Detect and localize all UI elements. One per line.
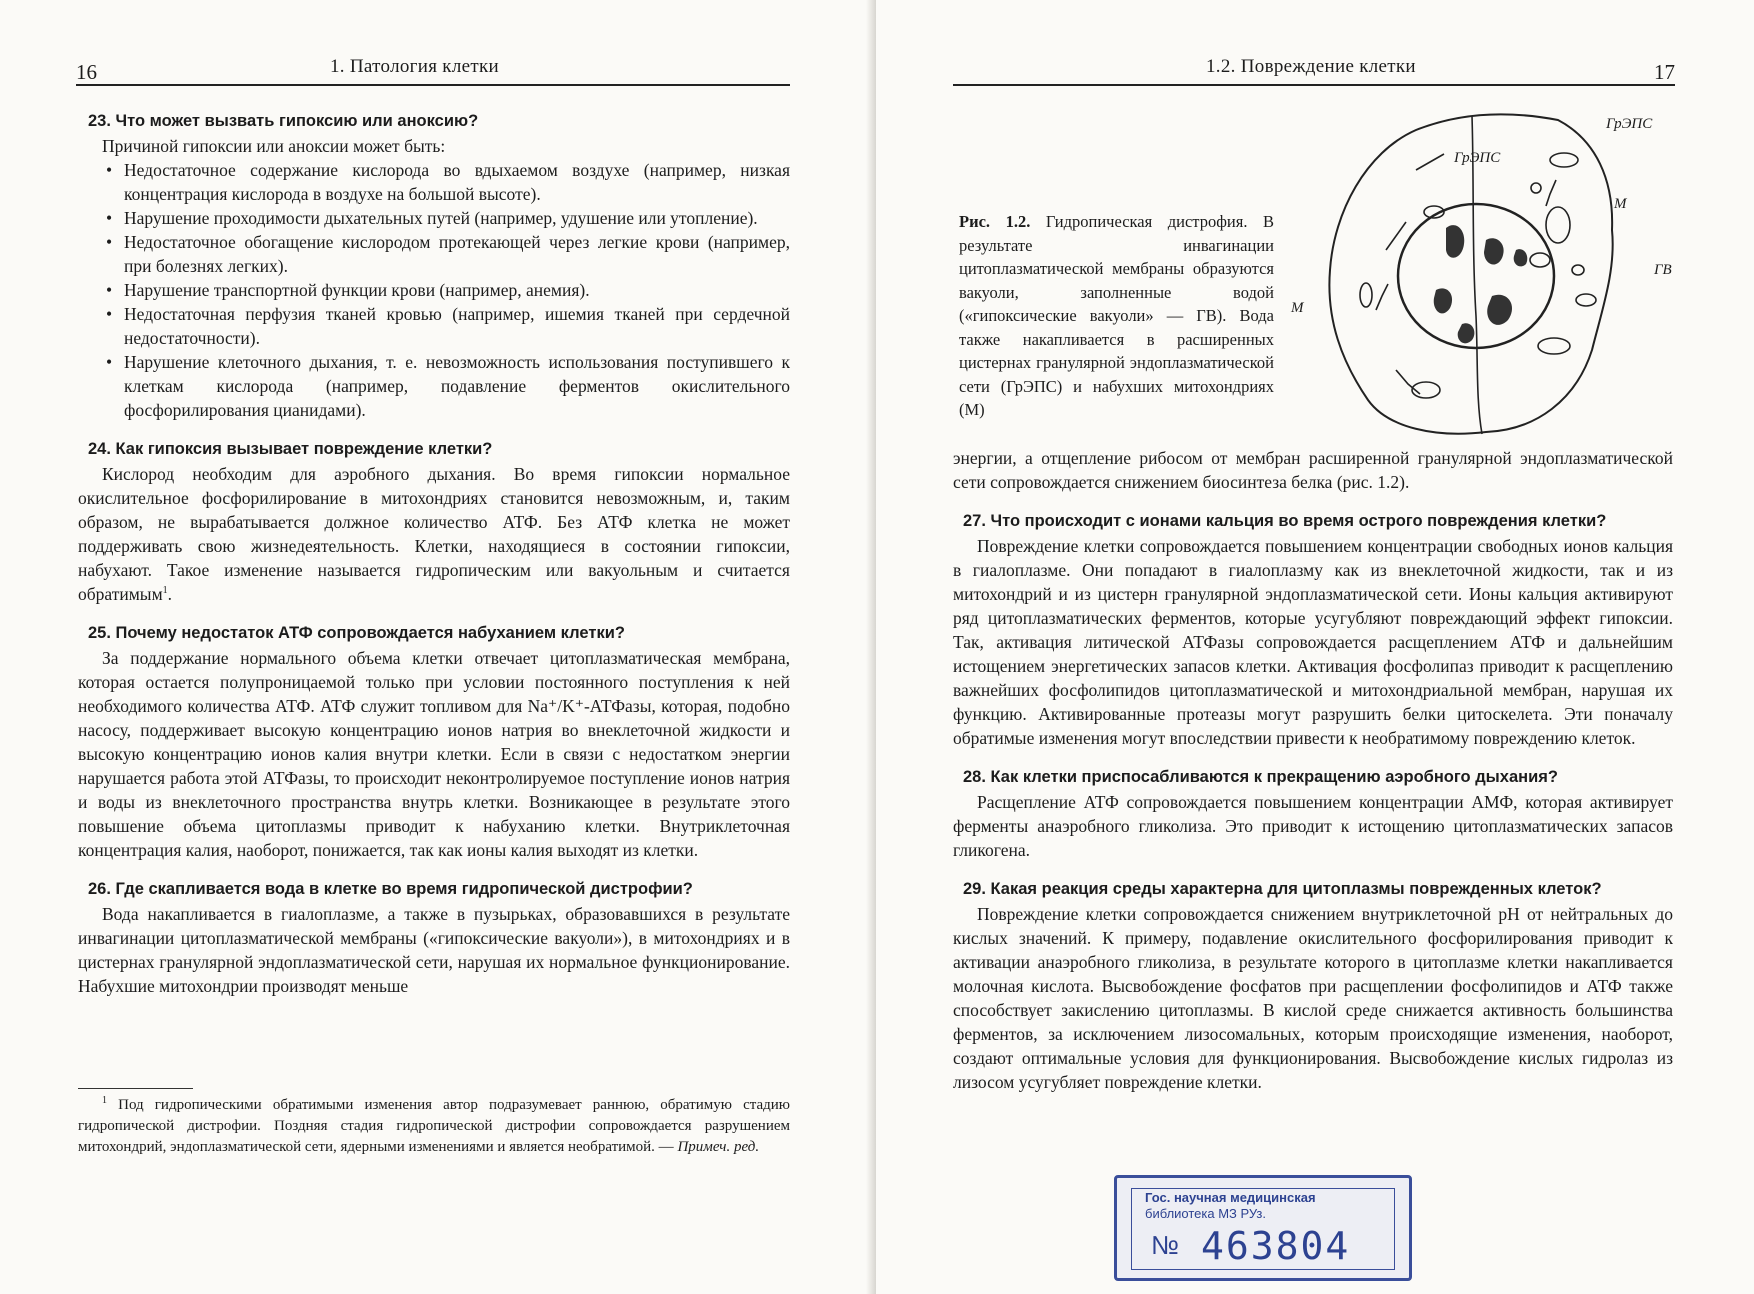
right-page: [876, 0, 1754, 1294]
label-m-right: М: [1614, 196, 1627, 212]
stamp-number: 463804: [1201, 1224, 1351, 1268]
mitochondrion: [1550, 153, 1578, 167]
label-grèps-left: ГрЭПС: [1454, 150, 1501, 166]
label-m-left: М: [1291, 300, 1304, 316]
question-28: [953, 768, 1673, 862]
library-stamp: [1114, 1175, 1412, 1281]
list-item: • Недостаточная перфузия тканей кровью (например, ишемия тканей при сердечной недостаточности).: [106, 304, 790, 348]
mitochondrion: [1546, 207, 1570, 243]
chromatin: [1458, 323, 1475, 343]
er-cisterna: [1546, 180, 1556, 206]
mitochondrion: [1576, 294, 1596, 306]
question-heading: 23. Что может вызвать гипоксию или аноксию?: [88, 112, 479, 130]
er-cisterna: [1376, 284, 1388, 310]
list-item: • Недостаточное обогащение кислородом протекающей через легкие крови (например, при болезнях легких).: [106, 232, 790, 276]
question-heading: 28. Как клетки приспосабливаются к прекращению аэробного дыхания?: [963, 768, 1558, 786]
continuation-paragraph: энергии, а отщепление рибосом от мембран расширенной гранулярной эндоплазматической сети сопровождается снижением биосинтеза белка (рис. 1.2).: [953, 448, 1673, 492]
question-24: [78, 440, 790, 606]
left-text-column: [78, 112, 790, 1016]
mitochondrion: [1360, 283, 1372, 307]
header-rule: [953, 84, 1675, 86]
question-heading: 26. Где скапливается вода в клетке во время гидропической дистрофии?: [88, 880, 693, 898]
question-29: [953, 880, 1673, 1094]
cause-list: [78, 158, 790, 422]
question-heading: 29. Какая реакция среды характерна для цитоплазмы поврежденных клеток?: [963, 880, 1602, 898]
running-head: 1.2. Повреждение клетки: [1206, 56, 1416, 77]
paragraph: Расщепление АТФ сопровождается повышением концентрации АМФ, которая активирует ферменты анаэробного гликолиза. Это приводит к истощению цитоплазматических запасов гликогена.: [953, 792, 1673, 860]
question-23: [78, 112, 790, 422]
chromatin: [1446, 225, 1464, 258]
paragraph: За поддержание нормального объема клетки отвечает цитоплазматическая мембрана, которая остается полупроницаемой только при условии постоянного поступления к ней необходимого количества АТФ. АТФ служит топливом для Na⁺/K⁺-АТФазы, которая, подобно насосу, поддерживает высокую концентрацию ионов натрия во внеклеточной жидкости и высокую концентрацию ионов калия внутри клетки. Если в связи с недостатком энергии нарушается работа этой АТФазы, то происходит неконтролируемое поступление ионов натрия и воды из внеклеточного пространства внутрь клетки. Возникающее в результате этого повышение объема цитоплазмы приводит к набуханию клетки. Внутриклеточная концентрация калия, наоборот, понижается, так как ионы калия выходят из клетки.: [78, 648, 790, 860]
question-27: [953, 512, 1673, 750]
page-number: 17: [1654, 60, 1675, 84]
question-26: [78, 880, 790, 998]
hypoxic-vacuole: [1572, 265, 1584, 275]
label-gv: ГВ: [1654, 262, 1672, 278]
header-rule: [76, 84, 790, 86]
chromatin: [1514, 249, 1528, 266]
chromatin: [1434, 288, 1452, 313]
label-grèps-right: ГрЭПС: [1606, 116, 1653, 132]
right-text-column: [953, 446, 1673, 1112]
mitochondrion: [1538, 338, 1570, 354]
paragraph: Кислород необходим для аэробного дыхания. Во время гипоксии нормальное окислительное фосфорилирование в митохондриях становится невозможным, и, таким образом, не вырабатывается должное количество АТФ. Без АТФ клетка не может поддерживать свою жизнедеятельность. Клетки, находящиеся в состоянии гипоксии, набухают. Такое изменение называется гидропическим или вакуольным и считается обратимым$^1$.: [78, 464, 790, 604]
question-heading: 25. Почему недостаток АТФ сопровождается набуханием клетки?: [88, 624, 625, 642]
paragraph: Повреждение клетки сопровождается повышением концентрации свободных ионов кальция в гиалоплазме. Они попадают в гиалоплазму как из внеклеточной жидкости, так и из митохондрий и из цистерн гранулярной эндоплазматической сети. Ионы кальция активируют ряд цитоплазматических ферментов, которые усугубляют повреждающий эффект гипоксии. Так, активация литической АТФазы сопровождается расщеплением АТФ и дальнейшим истощением энергетических запасов клетки. Активация фосфолипаз приводит к расщеплению важнейших фосфолипидов цитоплазматической и митохондриальной мембран, нарушая их функцию. Активированные протеазы могут разрушить белки цитоскелета. Эти поначалу обратимые изменения могут впоследствии привести к необратимому повреждению клеток.: [953, 536, 1673, 748]
stamp-line1: Гос. научная медицинская: [1145, 1190, 1316, 1205]
figure-caption: Рис. 1.2. Гидропическая дистрофия. В результате инвагинации цитоплазматической мембраны образуются вакуоли, заполненные водой («гипоксические вакуоли» — ГВ). Вода также накапливается в расширенных цистернах гранулярной эндоплазматической сети (ГрЭПС) и набухших митохондриях (М): [959, 212, 1274, 419]
list-item: • Нарушение клеточного дыхания, т. е. невозможность использования поступившего к клеткам кислорода (например, подавление ферментов окислительного фосфорилирования цианидами).: [106, 352, 790, 420]
footnote: $^1$ Под гидропическими обратимыми изменения автор подразумевает раннюю, обратимую стадию гидропической дистрофии. Поздняя стадия гидропической дистрофии сопровождается разрушением митохондрий, эндоплазматической сети, ядерными изменениями и является необратимой. — Примеч. ред.: [78, 1095, 790, 1155]
footnote-ref[interactable]: 1: [162, 585, 168, 597]
er-cisterna: [1396, 370, 1420, 394]
question-25: [78, 624, 790, 862]
paragraph: Повреждение клетки сопровождается снижением внутриклеточной pH от нейтральных до кислых значений. К примеру, подавление окислительного фосфорилирования приводит к активации анаэробного гликолиза, в результате которого в цитоплазме клетки накапливается молочная кислота. Высвобождение фосфатов при расщеплении фосфолипидов и АТФ также способствует закислению цитоплазмы. В кислой среде снижается активность большинства ферментов, за исключением лизосомальных, которым происходящие изменения, наоборот, создают оптимальные условия для функционирования. Высвобождение кислых гидролаз из лизосом усугубляет повреждение клетки.: [953, 904, 1673, 1092]
hypoxic-vacuole: [1530, 253, 1550, 267]
chromatin: [1484, 238, 1504, 264]
er-cisterna: [1386, 222, 1406, 250]
left-page: [0, 0, 872, 1294]
footnote-rule: [78, 1088, 193, 1089]
list-item: • Нарушение проходимости дыхательных путей (например, удушение или утопление).: [106, 208, 758, 228]
stamp-number-label: №: [1151, 1230, 1179, 1260]
paragraph: Вода накапливается в гиалоплазме, а также в пузырьках, образовавшихся в результате инвагинации цитоплазматической мембраны («гипоксические вакуоли»), в митохондриях и в цистернах гранулярной эндоплазматической сети, нарушая их нормальное функционирование. Набухшие митохондрии производят меньше: [78, 904, 790, 996]
hypoxic-vacuole: [1531, 183, 1541, 193]
chromatin: [1487, 295, 1512, 325]
running-head: 1. Патология клетки: [330, 56, 499, 77]
question-heading: 24. Как гипоксия вызывает повреждение клетки?: [88, 440, 493, 458]
paragraph: Причиной гипоксии или аноксии может быть:: [102, 136, 446, 156]
stamp-line2: библиотека МЗ РУз.: [1145, 1206, 1266, 1221]
list-item: • Недостаточное содержание кислорода во вдыхаемом воздухе (например, низкая концентрация кислорода в воздухе на большой высоте).: [106, 160, 790, 204]
list-item: • Нарушение транспортной функции крови (например, анемия).: [106, 280, 590, 300]
er-cisterna: [1416, 154, 1444, 170]
question-heading: 27. Что происходит с ионами кальция во время острого повреждения клетки?: [963, 512, 1607, 530]
page-number: 16: [76, 60, 97, 84]
